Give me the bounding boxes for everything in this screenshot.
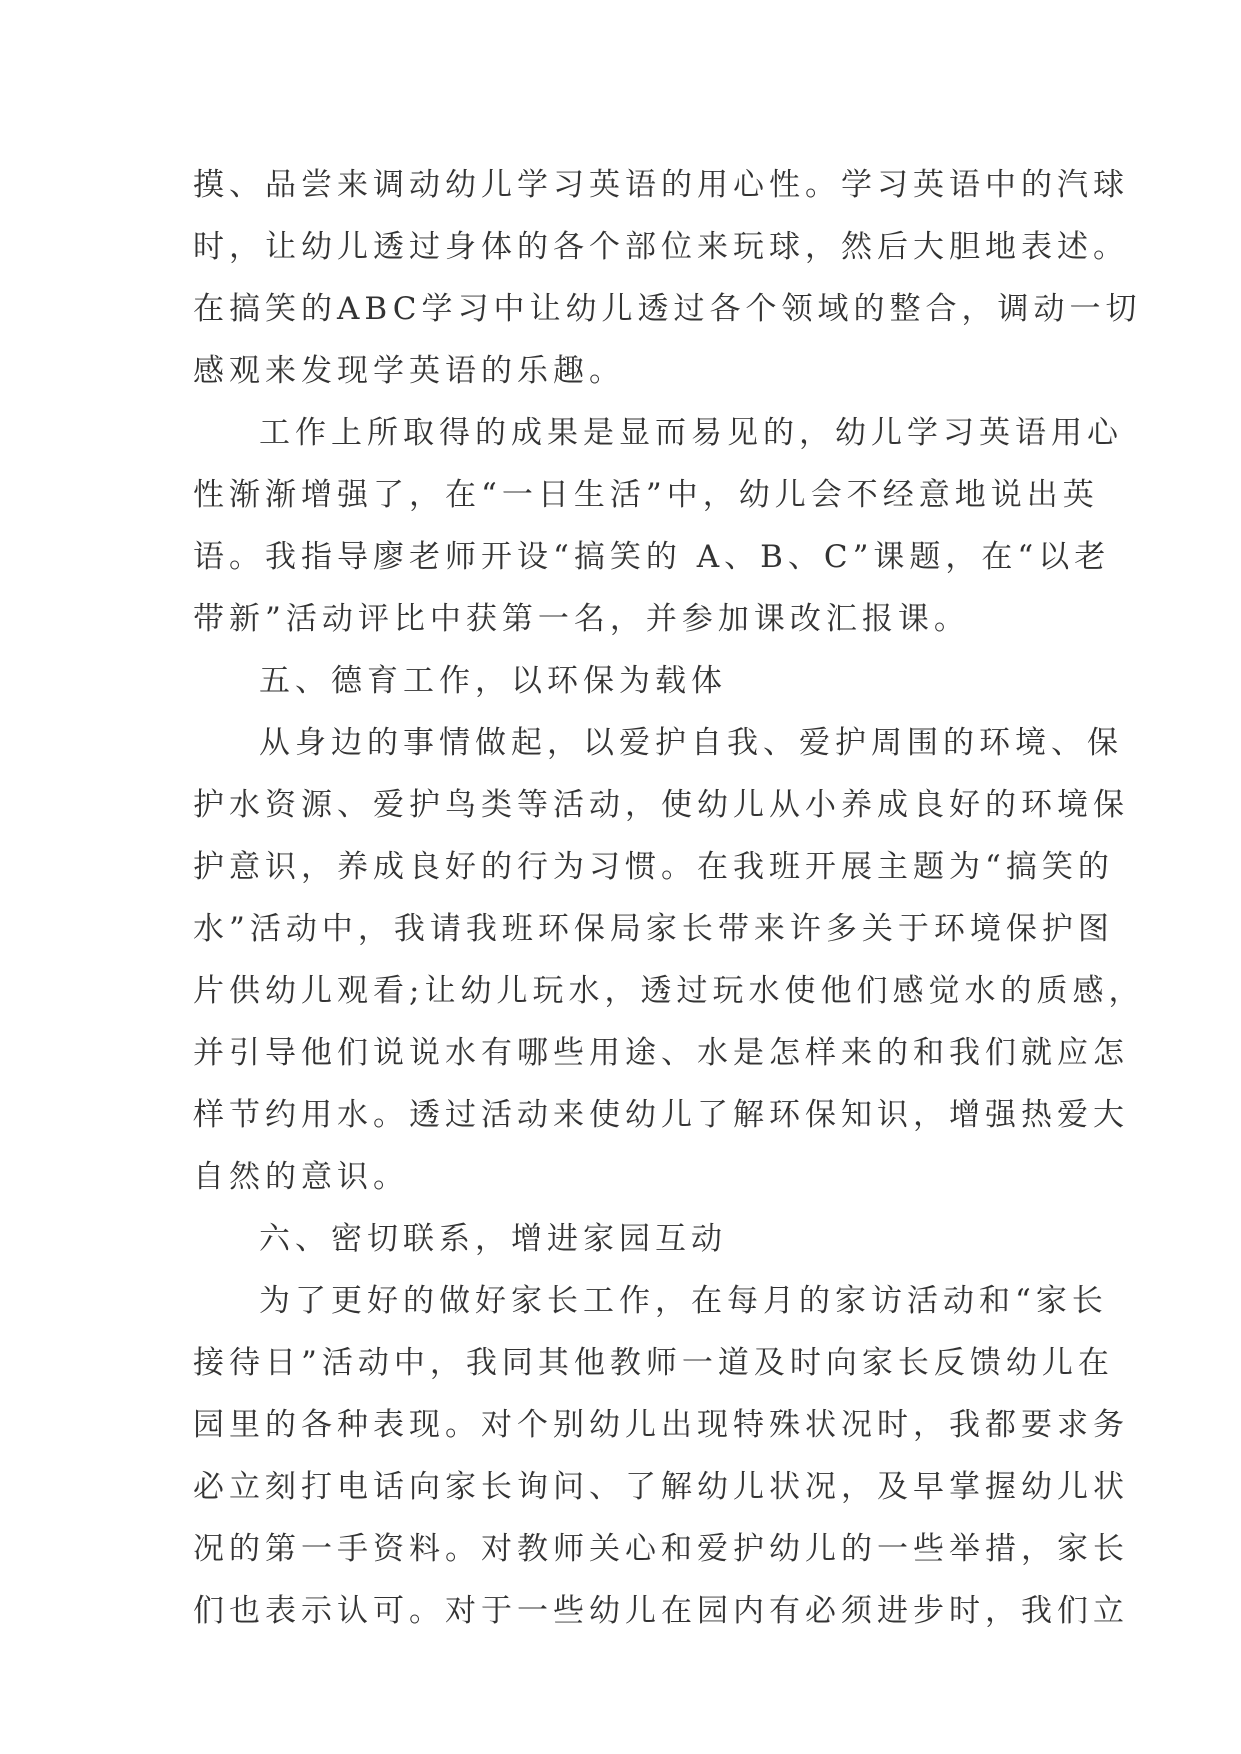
- document-body: [193, 154, 1145, 1642]
- text-line: 们也表示认可。对于一些幼儿在园内有必须进步时，我们立: [193, 1593, 1129, 1629]
- text-line: 感观来发现学英语的乐趣。: [193, 353, 625, 389]
- text-line: 在搞笑的ABC学习中让幼儿透过各个领域的整合，调动一切: [193, 291, 1142, 327]
- text-line: 护意识，养成良好的行为习惯。在我班开展主题为“搞笑的: [193, 849, 1114, 885]
- text-line: 并引导他们说说水有哪些用途、水是怎样来的和我们就应怎: [193, 1035, 1129, 1071]
- text-line: 片供幼儿观看;让幼儿玩水，透过玩水使他们感觉水的质感，: [193, 973, 1145, 1009]
- text-line: 护水资源、爱护鸟类等活动，使幼儿从小养成良好的环境保: [193, 787, 1129, 823]
- text-line: 摸、品尝来调动幼儿学习英语的用心性。学习英语中的汽球: [193, 167, 1129, 203]
- text-line: 语。我指导廖老师开设“搞笑的 A、B、C”课题，在“以老: [193, 539, 1111, 575]
- text-line: 自然的意识。: [193, 1159, 409, 1195]
- section-heading: 六、密切联系，增进家园互动: [259, 1221, 727, 1257]
- text-line: 园里的各种表现。对个别幼儿出现特殊状况时，我都要求务: [193, 1407, 1129, 1443]
- paragraph-first-line: 从身边的事情做起，以爱护自我、爱护周围的环境、保: [259, 725, 1123, 761]
- text-line: 时，让幼儿透过身体的各个部位来玩球，然后大胆地表述。: [193, 229, 1129, 265]
- text-line: 况的第一手资料。对教师关心和爱护幼儿的一些举措，家长: [193, 1531, 1129, 1567]
- text-line: 带新”活动评比中获第一名，并参加课改汇报课。: [193, 601, 970, 637]
- text-line: 水”活动中，我请我班环保局家长带来许多关于环境保护图: [193, 911, 1114, 947]
- text-line: 接待日”活动中，我同其他教师一道及时向家长反馈幼儿在: [193, 1345, 1114, 1381]
- text-line: 样节约用水。透过活动来使幼儿了解环保知识，增强热爱大: [193, 1097, 1129, 1133]
- text-line: 必立刻打电话向家长询问、了解幼儿状况，及早掌握幼儿状: [193, 1469, 1129, 1505]
- section-heading: 五、德育工作，以环保为载体: [259, 663, 727, 699]
- paragraph-first-line: 为了更好的做好家长工作，在每月的家访活动和“家长: [259, 1283, 1108, 1319]
- text-line: 性渐渐增强了，在“一日生活”中，幼儿会不经意地说出英: [193, 477, 1099, 513]
- paragraph-first-line: 工作上所取得的成果是显而易见的，幼儿学习英语用心: [259, 415, 1123, 451]
